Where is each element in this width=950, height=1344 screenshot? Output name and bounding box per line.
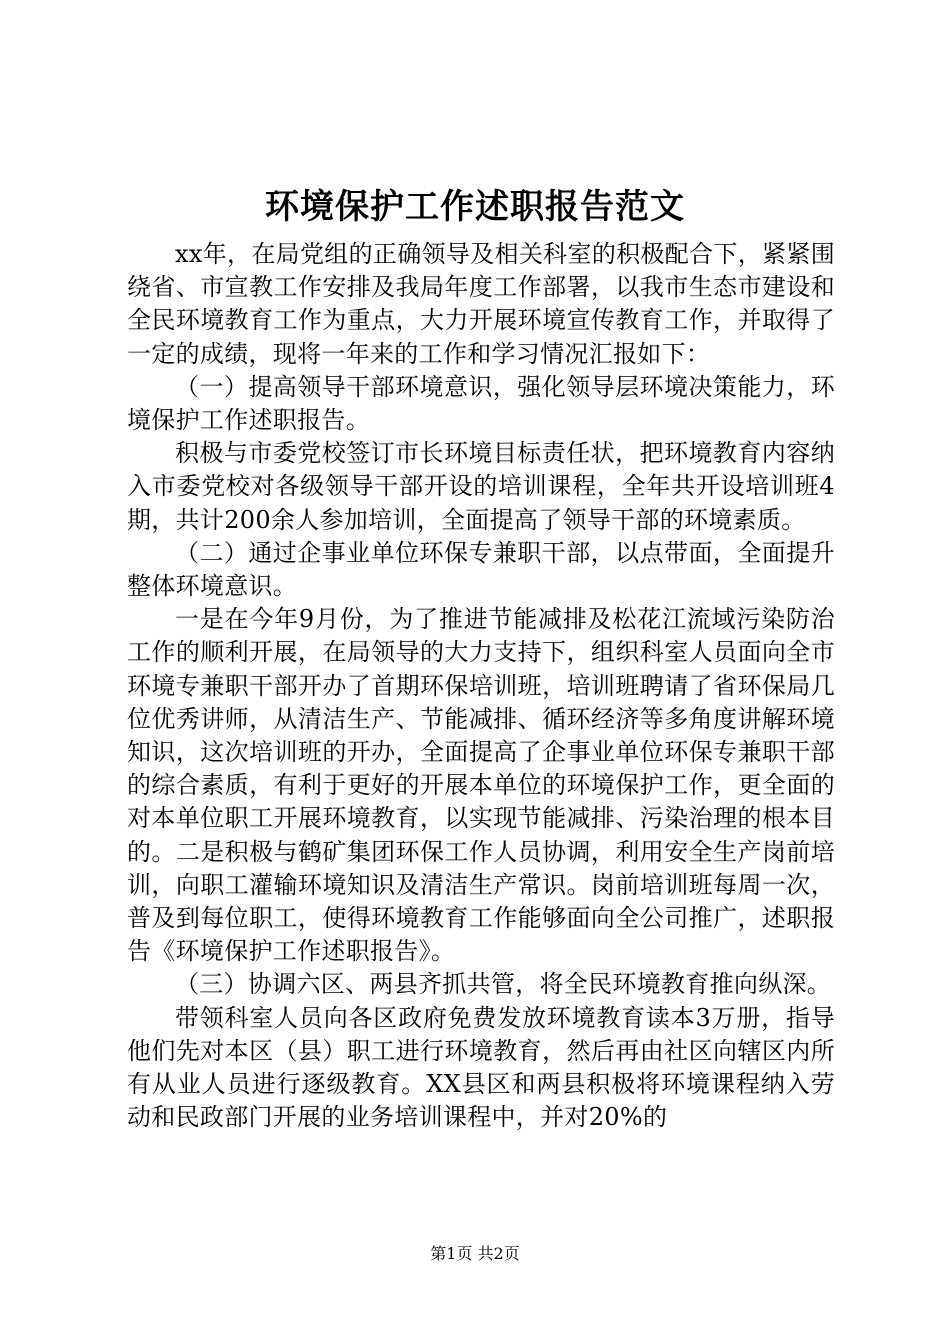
document-body — [127, 238, 835, 1134]
document-title: 环境保护工作述职报告范文 — [265, 187, 685, 227]
paragraph-section-3-heading: （三）协调六区、两县齐抓共管，将全民环境教育推向纵深。 — [175, 970, 832, 999]
paragraph-section-3-body: 带领科室人员向各区政府免费发放环境教育读本3万册，指导他们先对本区（县）职工进行环境教育，然后再由社区向辖区内所有从业人员进行逐级教育。XX县区和两县积极将环境课程纳入劳动和民政部门开展的业务培训课程中，并对20%的 — [127, 1003, 835, 1132]
paragraph-section-2-heading: （二）通过企事业单位环保专兼职干部，以点带面，全面提升整体环境意识。 — [127, 538, 835, 601]
paragraph-section-1-body: 积极与市委党校签订市长环境目标责任状，把环境教育内容纳入市委党校对各级领导干部开设的培训课程，全年共开设培训班4期，共计200余人参加培训，全面提高了领导干部的环境素质。 — [127, 439, 835, 534]
paragraph-section-1-heading: （一）提高领导干部环境意识，强化领导层环境决策能力，环境保护工作述职报告。 — [127, 372, 835, 435]
paragraph-intro: xx年，在局党组的正确领导及相关科室的积极配合下，紧紧围绕省、市宣教工作安排及我局年度工作部署，以我市生态市建设和全民环境教育工作为重点，大力开展环境宣传教育工作，并取得了一定的成绩，现将一年来的工作和学习情况汇报如下： — [127, 240, 835, 368]
page-footer: 第1页 共2页 — [430, 1244, 520, 1263]
paragraph-section-2-body: 一是在今年9月份，为了推进节能减排及松花江流域污染防治工作的顺利开展，在局领导的大力支持下，组织科室人员面向全市环境专兼职干部开办了首期环保培训班，培训班聘请了省环保局几位优秀讲师，从清洁生产、节能减排、循环经济等多角度讲解环境知识，这次培训班的开办，全面提高了企事业单位环保专兼职干部的综合素质，有利于更好的开展本单位的环境保护工作，更全面的对本单位职工开展环境教育，以实现节能减排、污染治理的根本目的。二是积极与鹤矿集团环保工作人员协调，利用安全生产岗前培训，向职工灌输环境知识及清洁生产常识。岗前培训班每周一次，普及到每位职工，使得环境教育工作能够面向全公司推广，述职报告《环境保护工作述职报告》。 — [127, 605, 835, 966]
